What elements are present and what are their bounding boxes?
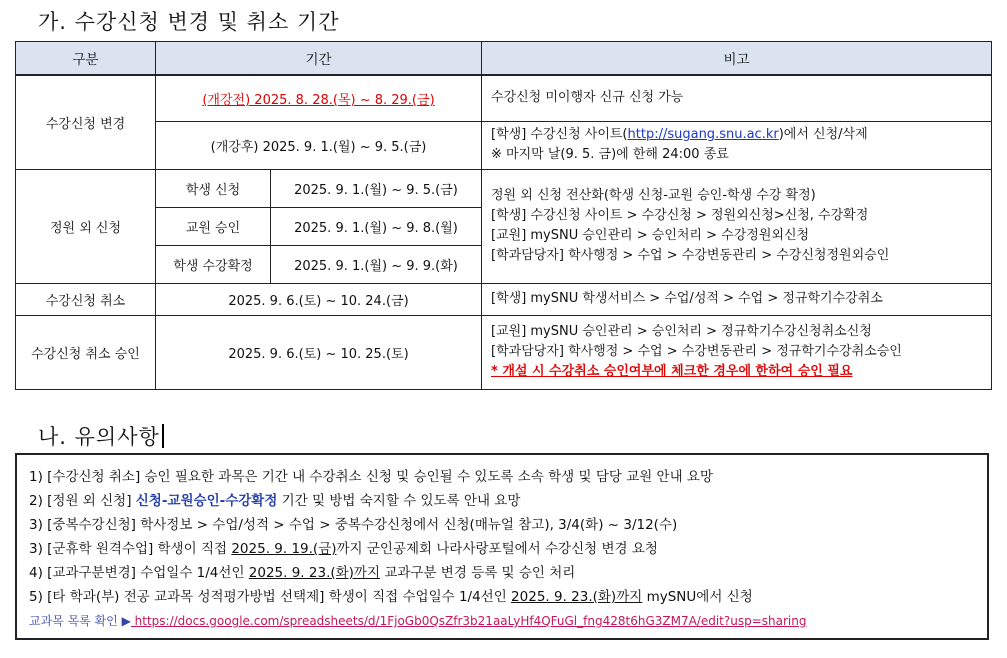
table-row: [16, 75, 992, 121]
note-cancel: [학생] mySNU 학생서비스 > 수업/성적 > 수업 > 정규학기수강취소: [482, 283, 992, 315]
note-emphasis: 신청-교원승인-수강확정: [135, 493, 278, 509]
header-note: 비고: [482, 42, 992, 76]
note-text: )에서 신청/삭제: [778, 127, 868, 142]
row-label-cancel: 수강신청 취소: [16, 283, 156, 315]
note-before: 수강신청 미이행자 신규 신청 가능: [482, 75, 992, 121]
note-extra: [482, 169, 992, 283]
list-item: [29, 609, 987, 633]
note-text: [학생] 수강신청 사이트 > 수강신청 > 정원외신청>신청, 수강확정: [491, 208, 869, 223]
list-item: [29, 561, 987, 585]
extra-period: 2025. 9. 1.(월) ~ 9. 8.(월): [271, 207, 482, 245]
period-before-text: (개강전) 2025. 8. 28.(목) ~ 8. 29.(금): [202, 92, 435, 108]
text-cursor: [162, 424, 164, 448]
warning-note: * 개설 시 수강취소 승인여부에 체크한 경우에 한하여 승인 필요: [491, 364, 853, 379]
course-list-label: 교과목 목록 확인 ▶: [29, 614, 131, 628]
note-text: [교원] mySNU 승인관리 > 승인처리 > 수강정원외신청: [491, 228, 810, 243]
row-label-change: 수강신청 변경: [16, 75, 156, 169]
note-text: 5) [타 학과(부) 전공 교과목 성적평가방법 선택제] 학생이 직접 수업일수 1/4선인: [29, 589, 512, 605]
table-row: [16, 283, 992, 315]
note-text: mySNU에서 신청: [642, 589, 753, 605]
section-title-text: 나. 유의사항: [38, 425, 160, 449]
note-date: 2025. 9. 23.(화)까지: [511, 589, 643, 605]
table-header-row: [16, 42, 992, 76]
extra-sub-label: 학생 신청: [156, 169, 271, 207]
spreadsheet-link[interactable]: https://docs.google.com/spreadsheets/d/1FjoGb0QsZfr3b21aaLyHf4QFuGl_fng428t6hG3ZM7A/edit?usp=sharing: [130, 614, 807, 628]
period-cancel-approve: 2025. 9. 6.(토) ~ 10. 25.(토): [156, 315, 482, 389]
sugang-link[interactable]: http://sugang.snu.ac.kr: [627, 127, 779, 142]
list-item: [29, 537, 987, 561]
section-title-text: 가. 수강신청 변경 및 취소 기간: [38, 10, 340, 34]
extra-sub-label: 교원 승인: [156, 207, 271, 245]
note-date: 2025. 9. 19.(금): [231, 541, 337, 557]
list-item: [29, 489, 987, 513]
list-item: 3) [중복수강신청] 학사정보 > 수업/성적 > 수업 > 중복수강신청에서 신청(매뉴얼 참고), 3/4(화) ~ 3/12(수): [29, 517, 678, 533]
note-text: 까지 군인공제회 나라사랑포털에서 수강신청 변경 요청: [336, 541, 658, 557]
table-row: [16, 121, 992, 169]
extra-period: 2025. 9. 1.(월) ~ 9. 9.(화): [271, 245, 482, 283]
list-item: 1) [수강신청 취소] 승인 필요한 과목은 기간 내 수강취소 신청 및 승인될 수 있도록 소속 학생 및 담당 교원 안내 요망: [29, 469, 714, 485]
note-text: 3) [군휴학 원격수업] 학생이 직접: [29, 541, 232, 557]
row-label-cancel-approve: 수강신청 취소 승인: [16, 315, 156, 389]
note-text: [교원] mySNU 승인관리 > 승인처리 > 정규학기수강신청취소신청: [491, 324, 872, 339]
header-period: 기간: [156, 42, 482, 76]
period-cancel: 2025. 9. 6.(토) ~ 10. 24.(금): [156, 283, 482, 315]
note-text: 4) [교과구분변경] 수업일수 1/4선인: [29, 565, 249, 581]
notes-box: [15, 453, 989, 640]
header-category: 구분: [16, 42, 156, 76]
note-text: ※ 마지막 날(9. 5. 금)에 한해 24:00 종료: [491, 147, 729, 162]
period-before: [156, 75, 482, 121]
row-label-extra: 정원 외 신청: [16, 169, 156, 283]
note-after: [482, 121, 992, 169]
table-row: [16, 315, 992, 389]
section-title-schedule: [38, 6, 339, 36]
note-text: 2) [정원 외 신청]: [29, 493, 136, 509]
note-date: 2025. 9. 23.(화)까지: [248, 565, 381, 581]
extra-period: 2025. 9. 1.(월) ~ 9. 5.(금): [271, 169, 482, 207]
table-row: [16, 169, 992, 207]
period-after: (개강후) 2025. 9. 1.(월) ~ 9. 5.(금): [156, 121, 482, 169]
section-title-notes: [38, 421, 164, 451]
note-text: [학과담당자] 학사행정 > 수업 > 수강변동관리 > 정규학기수강취소승인: [491, 344, 902, 359]
note-text: 교과구분 변경 등록 및 승인 처리: [380, 565, 576, 581]
note-text: [학생] 수강신청 사이트(: [491, 127, 628, 142]
schedule-table: [15, 41, 992, 390]
note-text: 정원 외 신청 전산화(학생 신청-교원 승인-학생 수강 확정): [491, 188, 816, 203]
note-cancel-approve: [482, 315, 992, 389]
note-text: [학과담당자] 학사행정 > 수업 > 수강변동관리 > 수강신청정원외승인: [491, 248, 890, 263]
note-text: 기간 및 방법 숙지할 수 있도록 안내 요망: [277, 493, 521, 509]
extra-sub-label: 학생 수강확정: [156, 245, 271, 283]
list-item: [29, 585, 987, 609]
